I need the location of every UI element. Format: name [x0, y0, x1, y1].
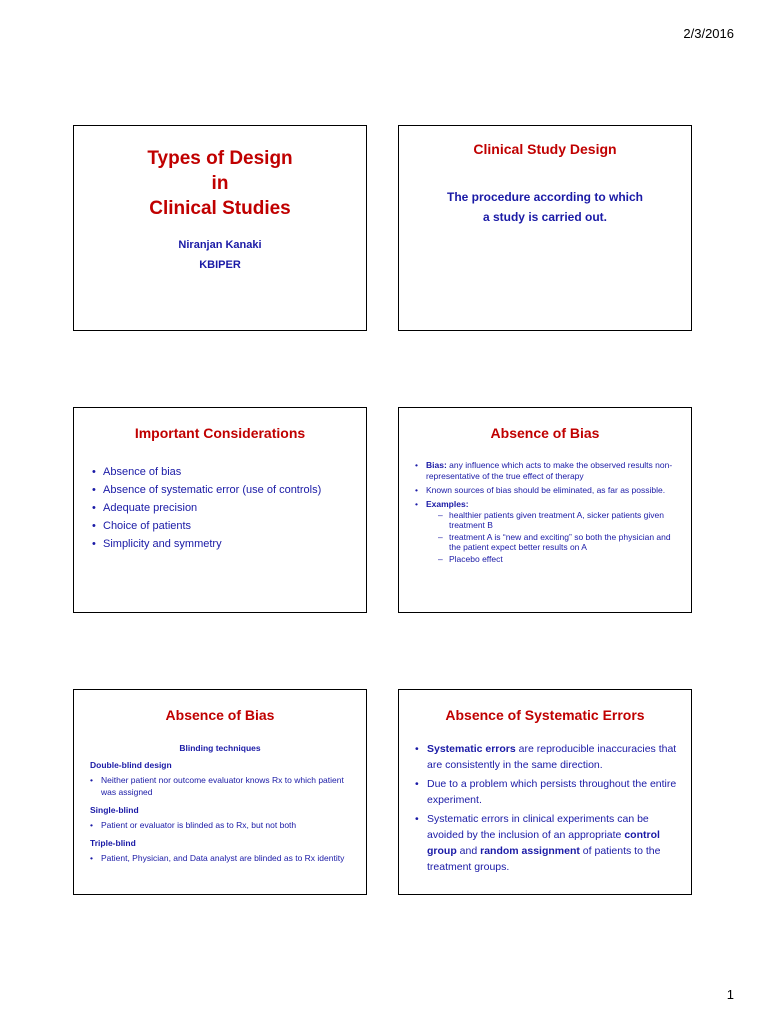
- slide-blinding-techniques: [73, 689, 367, 895]
- list-item: • Adequate precision: [92, 499, 366, 517]
- list-item: • Known sources of bias should be eliminated, as far as possible.: [415, 485, 681, 496]
- list-item: • Due to a problem which persists throughout the entire experiment.: [415, 776, 679, 808]
- list-item: • Patient or evaluator is blinded as to Rx, but not both: [90, 819, 356, 831]
- definition-line-2: a study is carried out.: [482, 210, 608, 224]
- considerations-list: [92, 463, 366, 553]
- sub-item: – treatment A is “new and exciting” so both the physician and the patient expect better results on A: [438, 532, 681, 552]
- single-blind-label: Single-blind: [90, 805, 139, 815]
- author-org: KBIPER: [199, 259, 241, 271]
- list-item: • Absence of systematic error (use of controls): [92, 481, 366, 499]
- presentation-title: [74, 146, 366, 221]
- list-item: [415, 741, 679, 773]
- bias-list: [415, 460, 681, 564]
- sub-item: – healthier patients given treatment A, sicker patients given treatment B: [438, 510, 681, 530]
- list-text: of patients to the treatment groups.: [427, 845, 661, 873]
- list-item: • Patient, Physician, and Data analyst are blinded as to Rx identity: [90, 852, 356, 864]
- slide-absence-of-bias: [398, 407, 692, 613]
- examples-sublist: [438, 510, 681, 564]
- list-item: • Neither patient nor outcome evaluator knows Rx to which patient was assigned: [90, 774, 356, 798]
- slide-heading: Important Considerations: [134, 425, 306, 441]
- page-number: 1: [726, 987, 734, 1002]
- blinding-content: [90, 759, 356, 864]
- slide-systematic-errors: [398, 689, 692, 895]
- emphasis-term: Systematic errors: [427, 743, 516, 755]
- slide-subheading: Blinding techniques: [179, 743, 261, 753]
- list-item: • Absence of bias: [92, 463, 366, 481]
- examples-label: Examples:: [426, 499, 469, 509]
- slide-heading: Absence of Systematic Errors: [445, 707, 645, 723]
- list-item: • Choice of patients: [92, 517, 366, 535]
- page-date: 2/3/2016: [683, 26, 734, 41]
- author-block: [74, 235, 366, 275]
- systematic-errors-list: [415, 741, 679, 875]
- emphasis-term: control group: [427, 829, 660, 857]
- definition-line-1: The procedure according to which: [446, 190, 644, 204]
- title-line-2: in: [211, 173, 229, 194]
- list-item: [415, 460, 681, 482]
- double-blind-label: Double-blind design: [90, 760, 172, 770]
- list-item: • Simplicity and symmetry: [92, 535, 366, 553]
- list-text: are reproducible inaccuracies that are consistently in the same direction.: [427, 743, 677, 771]
- triple-blind-label: Triple-blind: [90, 838, 136, 848]
- slide-important-considerations: [73, 407, 367, 613]
- definition-text: [399, 187, 691, 227]
- list-item: [415, 499, 681, 564]
- sub-item: – Placebo effect: [438, 554, 681, 564]
- slide-heading: Absence of Bias: [490, 425, 600, 441]
- list-text: Systematic errors in clinical experiments can be avoided by the inclusion of an appropriate: [427, 813, 649, 841]
- slide-heading: Clinical Study Design: [473, 141, 617, 157]
- bias-term: Bias:: [426, 460, 447, 470]
- slide-heading: Absence of Bias: [165, 707, 275, 723]
- bias-definition: any influence which acts to make the observed results non-representative of the true effect of therapy: [426, 460, 673, 481]
- list-text: and: [456, 845, 481, 857]
- list-item: [415, 811, 679, 875]
- author-name: Niranjan Kanaki: [178, 239, 262, 251]
- title-line-1: Types of Design: [147, 148, 293, 169]
- emphasis-term: random assignment: [480, 845, 580, 857]
- slide-title: [73, 125, 367, 331]
- title-line-3: Clinical Studies: [149, 198, 291, 219]
- slide-clinical-study-design: [398, 125, 692, 331]
